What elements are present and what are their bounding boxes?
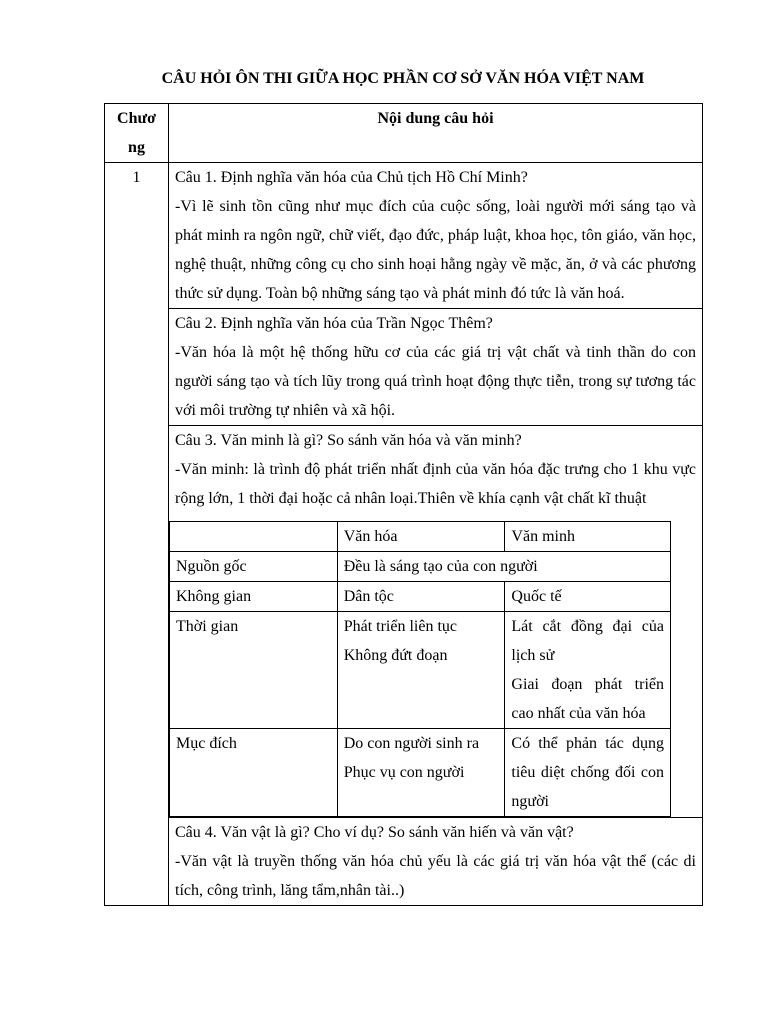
comparison-purpose-culture [337,729,505,817]
comparison-time-culture [337,612,505,729]
question-cell-2 [169,309,703,426]
comparison-header-blank [170,522,338,552]
comparison-row-origin [170,552,671,582]
header-chapter-line1: Chươ [117,110,156,127]
answer-2: -Văn hóa là một hệ thống hữu cơ của các giá trị vật chất và tinh thần do con người sáng tạo và tích lũy trong quá trình hoạt động thực tiễn, trong sự tương tác với môi trường tự nhiên và xã hội. [175,344,696,419]
chapter-number: 1 [105,163,169,906]
comparison-header-civilization: Văn minh [505,522,671,552]
comparison-time-culture-2: Không đứt đoạn [343,647,448,664]
question-cell-3 [169,426,703,818]
comparison-space-culture: Dân tộc [337,582,505,612]
question-row-3 [105,426,703,818]
comparison-time-civilization-1: Lát cắt đồng đại của lịch sử [511,618,664,664]
question-3: Câu 3. Văn minh là gì? So sánh văn hóa và văn minh? [175,432,522,449]
comparison-time-civilization [505,612,671,729]
question-row-1 [105,163,703,309]
comparison-row-space [170,582,671,612]
comparison-space-civilization: Quốc tế [505,582,671,612]
comparison-row-time [170,612,671,729]
question-4: Câu 4. Văn vật là gì? Cho ví dụ? So sánh văn hiến và văn vật? [175,824,574,841]
answer-3: -Văn minh: là trình độ phát triển nhất định của văn hóa đặc trưng cho 1 khu vực rộng lớn, 1 thời đại hoặc cả nhân loại.Thiên về khía cạnh vật chất kĩ thuật [175,461,696,507]
comparison-time-civilization-2: Giai đoạn phát triển cao nhất của văn hóa [511,676,664,722]
question-1: Câu 1. Định nghĩa văn hóa của Chủ tịch Hồ Chí Minh? [175,169,528,186]
comparison-table [169,521,671,817]
comparison-origin-label: Nguồn gốc [170,552,338,582]
comparison-purpose-culture-2: Phục vụ con người [343,764,465,781]
comparison-row-purpose [170,729,671,817]
answer-1: -Vì lẽ sinh tồn cũng như mục đích của cuộc sống, loài người mới sáng tạo và phát minh ra ngôn ngữ, chữ viết, đạo đức, pháp luật, khoa học, tôn giáo, văn học, nghệ thuật, những công cụ cho sinh hoại hằng ngày về mặc, ăn, ở và các phương thức sử dụng. Toàn bộ những sáng tạo và phát minh đó tức là văn hoá. [175,198,696,302]
comparison-header-row [170,522,671,552]
comparison-space-label: Không gian [170,582,338,612]
comparison-time-label: Thời gian [170,612,338,729]
header-row [105,104,703,163]
comparison-origin-merged: Đều là sáng tạo của con người [337,552,670,582]
question-row-4 [105,818,703,906]
question-cell-4 [169,818,703,906]
questions-table [104,103,703,906]
question-2: Câu 2. Định nghĩa văn hóa của Trần Ngọc Thêm? [175,315,493,332]
comparison-purpose-culture-1: Do con người sinh ra [343,735,480,752]
document-title: CÂU HỎI ÔN THI GIỮA HỌC PHẦN CƠ SỞ VĂN HÓA VIỆT NAM [161,70,645,87]
header-chapter-line2: ng [128,139,145,156]
header-chapter [105,104,169,163]
header-content: Nội dung câu hỏi [169,104,703,163]
question-cell-1 [169,163,703,309]
comparison-time-culture-1: Phát triển liên tục [343,618,458,635]
comparison-purpose-label: Mục đích [170,729,338,817]
comparison-header-culture: Văn hóa [337,522,505,552]
comparison-purpose-civilization: Có thể phản tác dụng tiêu diệt chống đối con người [505,729,671,817]
answer-4: -Văn vật là truyền thống văn hóa chủ yếu là các giá trị văn hóa vật thể (các di tích, công trình, lăng tẩm,nhân tài..) [175,853,696,899]
question-row-2 [105,309,703,426]
